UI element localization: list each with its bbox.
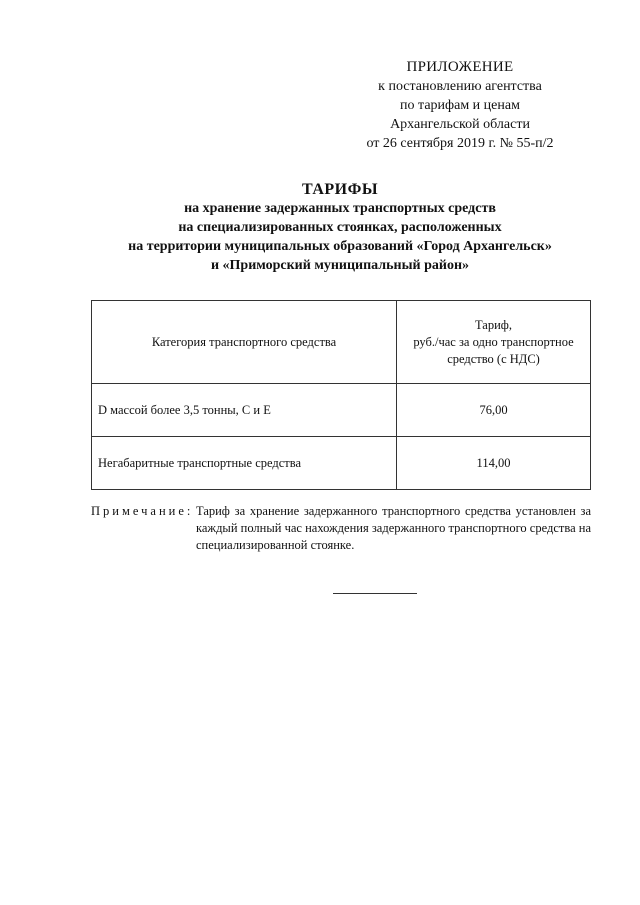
title-line: и «Приморский муниципальный район» [210, 258, 470, 273]
appendix-line: по тарифам и ценам [400, 98, 520, 113]
appendix-line: от 26 сентября 2019 г. № 55-п/2 [366, 136, 554, 151]
appendix-block [330, 58, 590, 153]
table-header-row [92, 301, 591, 384]
title-line: на хранение задержанных транспортных средств [184, 201, 496, 216]
document-title-block [60, 180, 620, 275]
rate-cell: 76,00 [397, 384, 591, 437]
note-text: Тариф за хранение задержанного транспортного средства установлен за каждый полный час нахождения задержанного транспортного средства на специализированной стоянке. [196, 504, 591, 552]
appendix-heading: ПРИЛОЖЕНИЕ [406, 59, 514, 75]
category-header: Категория транспортного средства [92, 301, 397, 384]
appendix-line: к постановлению агентства [378, 79, 542, 94]
rate-header-line: Тариф, [474, 317, 513, 332]
category-cell: D массой более 3,5 тонны, C и E [92, 384, 397, 437]
document-title: ТАРИФЫ [301, 181, 379, 198]
title-line: на специализированных стоянках, расположенных [178, 220, 502, 235]
table-row [92, 437, 591, 490]
table-row [92, 384, 591, 437]
rate-cell: 114,00 [397, 437, 591, 490]
appendix-line: Архангельской области [390, 117, 530, 132]
rate-header-line: руб./час за одно транспортное [413, 334, 574, 349]
category-cell: Негабаритные транспортные средства [92, 437, 397, 490]
tariff-table [91, 300, 591, 490]
end-divider-line [333, 593, 417, 594]
title-line: на территории муниципальных образований «Город Архангельск» [128, 239, 552, 254]
note-label: Примечание: [91, 504, 194, 518]
rate-header-line: средство (с НДС) [447, 351, 540, 366]
rate-header [397, 301, 591, 384]
